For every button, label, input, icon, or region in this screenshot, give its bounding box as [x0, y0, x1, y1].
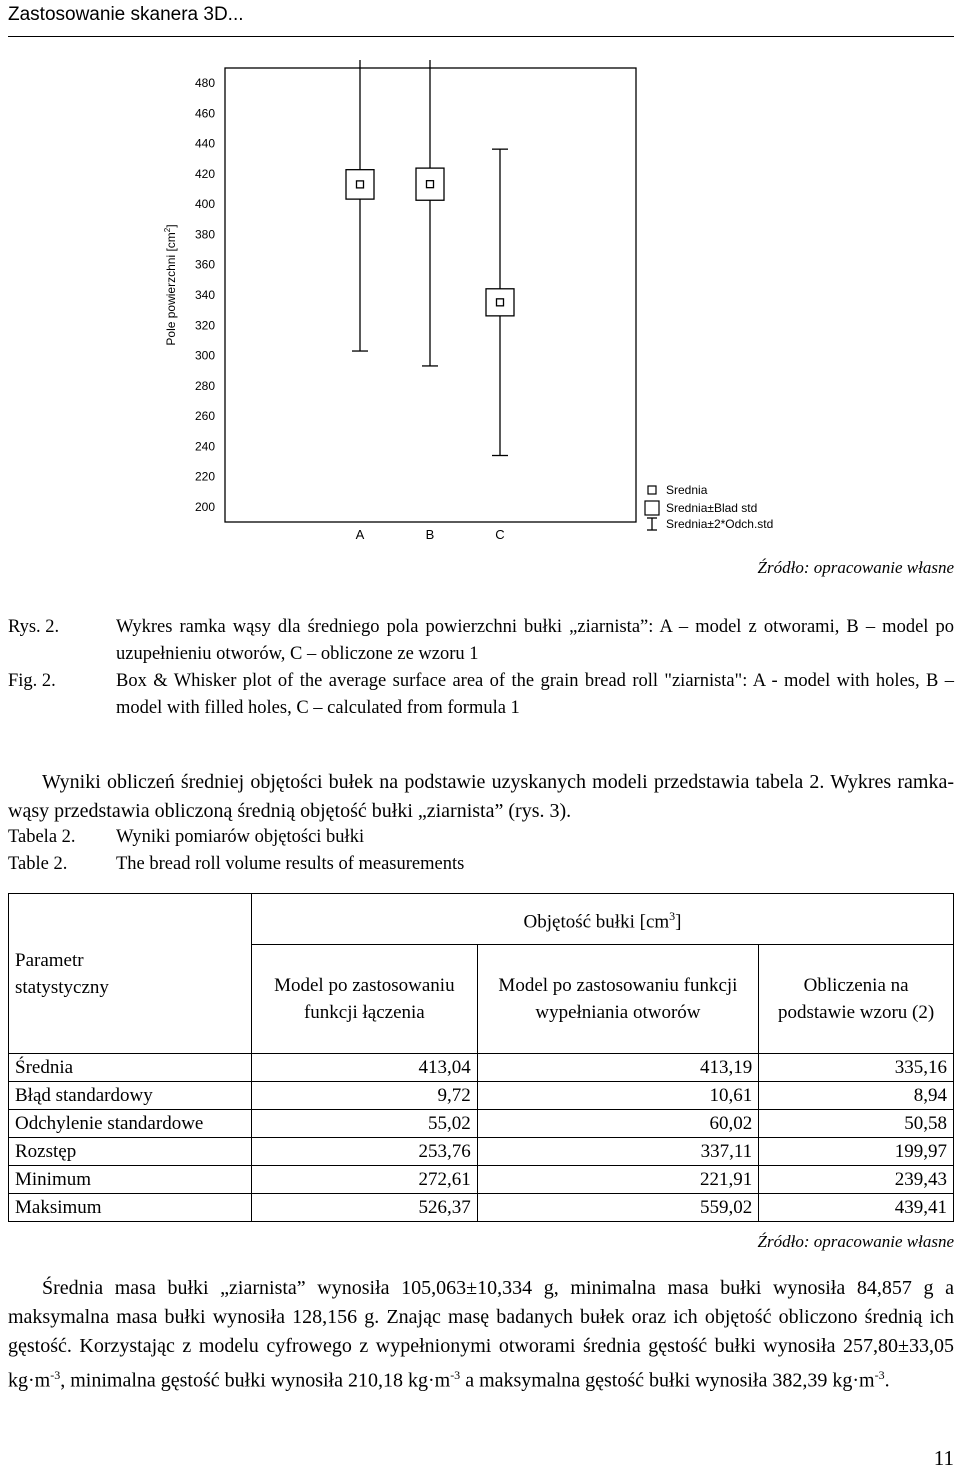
cell: 221,91 — [477, 1166, 758, 1194]
column-header-3: Obliczenia na podstawie wzoru (2) — [759, 945, 954, 1054]
caption-pl-text: Wykres ramka wąsy dla średniego pola powierzchni bułki „ziarnista”: A – model z otworami, B – model po uzupełnieniu otworów, C – obliczone ze wzoru 1 — [116, 617, 954, 664]
table-row — [9, 1194, 954, 1222]
caption-en-label: Fig. 2. — [8, 671, 56, 691]
y-tick-label: 340 — [194, 288, 215, 302]
y-tick-label: 220 — [194, 469, 215, 484]
cell: 272,61 — [252, 1166, 478, 1194]
row-label: Średnia — [9, 1054, 252, 1082]
cell: 335,16 — [759, 1054, 954, 1082]
table-pl-title: Wyniki pomiarów objętości bułki — [116, 827, 365, 847]
mean-marker — [357, 181, 364, 188]
page-number: 11 — [933, 1446, 954, 1470]
table-row — [9, 1082, 954, 1110]
paragraph-results: Wyniki obliczeń średniej objętości bułek na podstawie uzyskanych modeli przedstawia tabela 2. Wykres ramka-wąsy przedstawia obliczoną średnią objętość bułki „ziarnista” (rys. 3). — [8, 771, 954, 822]
table-row — [9, 1166, 954, 1194]
x-tick-label: C — [495, 527, 505, 540]
y-tick-label: 460 — [194, 106, 215, 121]
cell: 253,76 — [252, 1138, 478, 1166]
results-table — [8, 893, 954, 1222]
group-header-sup: 3 — [669, 908, 676, 923]
y-tick-label: 400 — [194, 197, 215, 212]
cell: 9,72 — [252, 1082, 478, 1110]
paragraph-density — [8, 1274, 954, 1396]
table-source: Źródło: opracowanie własne — [757, 1232, 954, 1251]
figure-source: Źródło: opracowanie własne — [757, 558, 954, 577]
cell: 413,19 — [477, 1054, 758, 1082]
y-tick-label: 320 — [194, 318, 215, 333]
column-header-2: Model po zastosowaniu funkcji wypełniania otworów — [477, 945, 758, 1054]
table-en-title: The bread roll volume results of measurements — [116, 854, 465, 874]
row-label: Odchylenie standardowe — [9, 1110, 252, 1138]
table-row — [9, 1138, 954, 1166]
y-tick-label: 380 — [194, 227, 215, 242]
cell: 50,58 — [759, 1110, 954, 1138]
legend-label: Srednia±Blad std — [666, 501, 758, 515]
row-header-text: Parametr statystyczny — [15, 949, 109, 998]
y-tick-label: 280 — [194, 378, 215, 393]
row-header — [9, 894, 252, 1054]
header-rule — [8, 36, 954, 37]
mean-marker — [427, 181, 434, 188]
cell: 10,61 — [477, 1082, 758, 1110]
cell: 8,94 — [759, 1082, 954, 1110]
x-tick-label: A — [355, 527, 365, 540]
cell: 439,41 — [759, 1194, 954, 1222]
x-tick-label: B — [425, 527, 435, 540]
row-label: Rozstęp — [9, 1138, 252, 1166]
density-text-3: a maksymalna gęstość bułki wynosiła 382,39 kg·m — [460, 1369, 875, 1392]
y-tick-label: 440 — [194, 136, 215, 151]
legend-se-marker — [645, 501, 659, 515]
y-tick-label: 240 — [194, 439, 215, 454]
density-text-2: , minimalna gęstość bułki wynosiła 210,18 kg·m — [60, 1369, 451, 1392]
density-sup-3: -3 — [874, 1368, 885, 1382]
density-text-4: . — [884, 1369, 890, 1392]
legend-label: Srednia±2*Odch.std — [666, 517, 774, 531]
row-label: Minimum — [9, 1166, 252, 1194]
density-sup-1: -3 — [50, 1368, 61, 1382]
table-caption — [8, 824, 954, 878]
y-tick-label: 360 — [194, 257, 215, 272]
cell: 559,02 — [477, 1194, 758, 1222]
density-text-1: Średnia masa bułki „ziarnista” wynosiła 105,063±10,334 g, minimalna masa bułki wynosiła 84,857 g a maksymalna masa bułki wynosiła 128,156 g. Znając masę badanych bułek oraz ich objętość obliczono średnią ich gęstość. Korzystając z modelu cyfrowego z wypełnionymi otworami średnia gęstość bułki wynosiła 257,80±33,05 kg·m — [8, 1277, 954, 1392]
cell: 239,43 — [759, 1166, 954, 1194]
y-tick-label: 300 — [194, 348, 215, 363]
caption-pl-label: Rys. 2. — [8, 617, 60, 637]
figure-caption — [8, 614, 954, 722]
group-header-text: Objętość bułki [cm — [523, 911, 670, 933]
y-tick-label: 200 — [194, 500, 215, 514]
table-en-label: Table 2. — [8, 854, 68, 874]
legend-mean-marker — [648, 486, 656, 494]
box-whisker-chart — [155, 60, 815, 540]
cell: 55,02 — [252, 1110, 478, 1138]
cell: 526,37 — [252, 1194, 478, 1222]
group-header — [252, 894, 954, 945]
caption-en-text: Box & Whisker plot of the average surface area of the grain bread roll "ziarnista": A - model with holes, B – model with filled holes, C – calculated from formula 1 — [116, 671, 954, 718]
y-tick-label: 260 — [194, 409, 215, 424]
cell: 60,02 — [477, 1110, 758, 1138]
column-header-1: Model po zastosowaniu funkcji łączenia — [252, 945, 478, 1054]
running-head: Zastosowanie skanera 3D... — [8, 4, 244, 25]
y-axis-label: Pole powierzchni $[cm^2]$ — [163, 224, 178, 346]
row-label: Błąd standardowy — [9, 1082, 252, 1110]
cell: 199,97 — [759, 1138, 954, 1166]
y-tick-label: 480 — [194, 76, 215, 90]
legend-label: Srednia — [666, 483, 708, 497]
table-pl-label: Tabela 2. — [8, 827, 76, 847]
y-tick-label: 420 — [194, 166, 215, 181]
group-header-end: ] — [675, 911, 682, 933]
table-row — [9, 1054, 954, 1082]
table-row — [9, 1110, 954, 1138]
row-label: Maksimum — [9, 1194, 252, 1222]
cell: 413,04 — [252, 1054, 478, 1082]
density-sup-2: -3 — [450, 1368, 461, 1382]
cell: 337,11 — [477, 1138, 758, 1166]
mean-marker — [497, 299, 504, 306]
